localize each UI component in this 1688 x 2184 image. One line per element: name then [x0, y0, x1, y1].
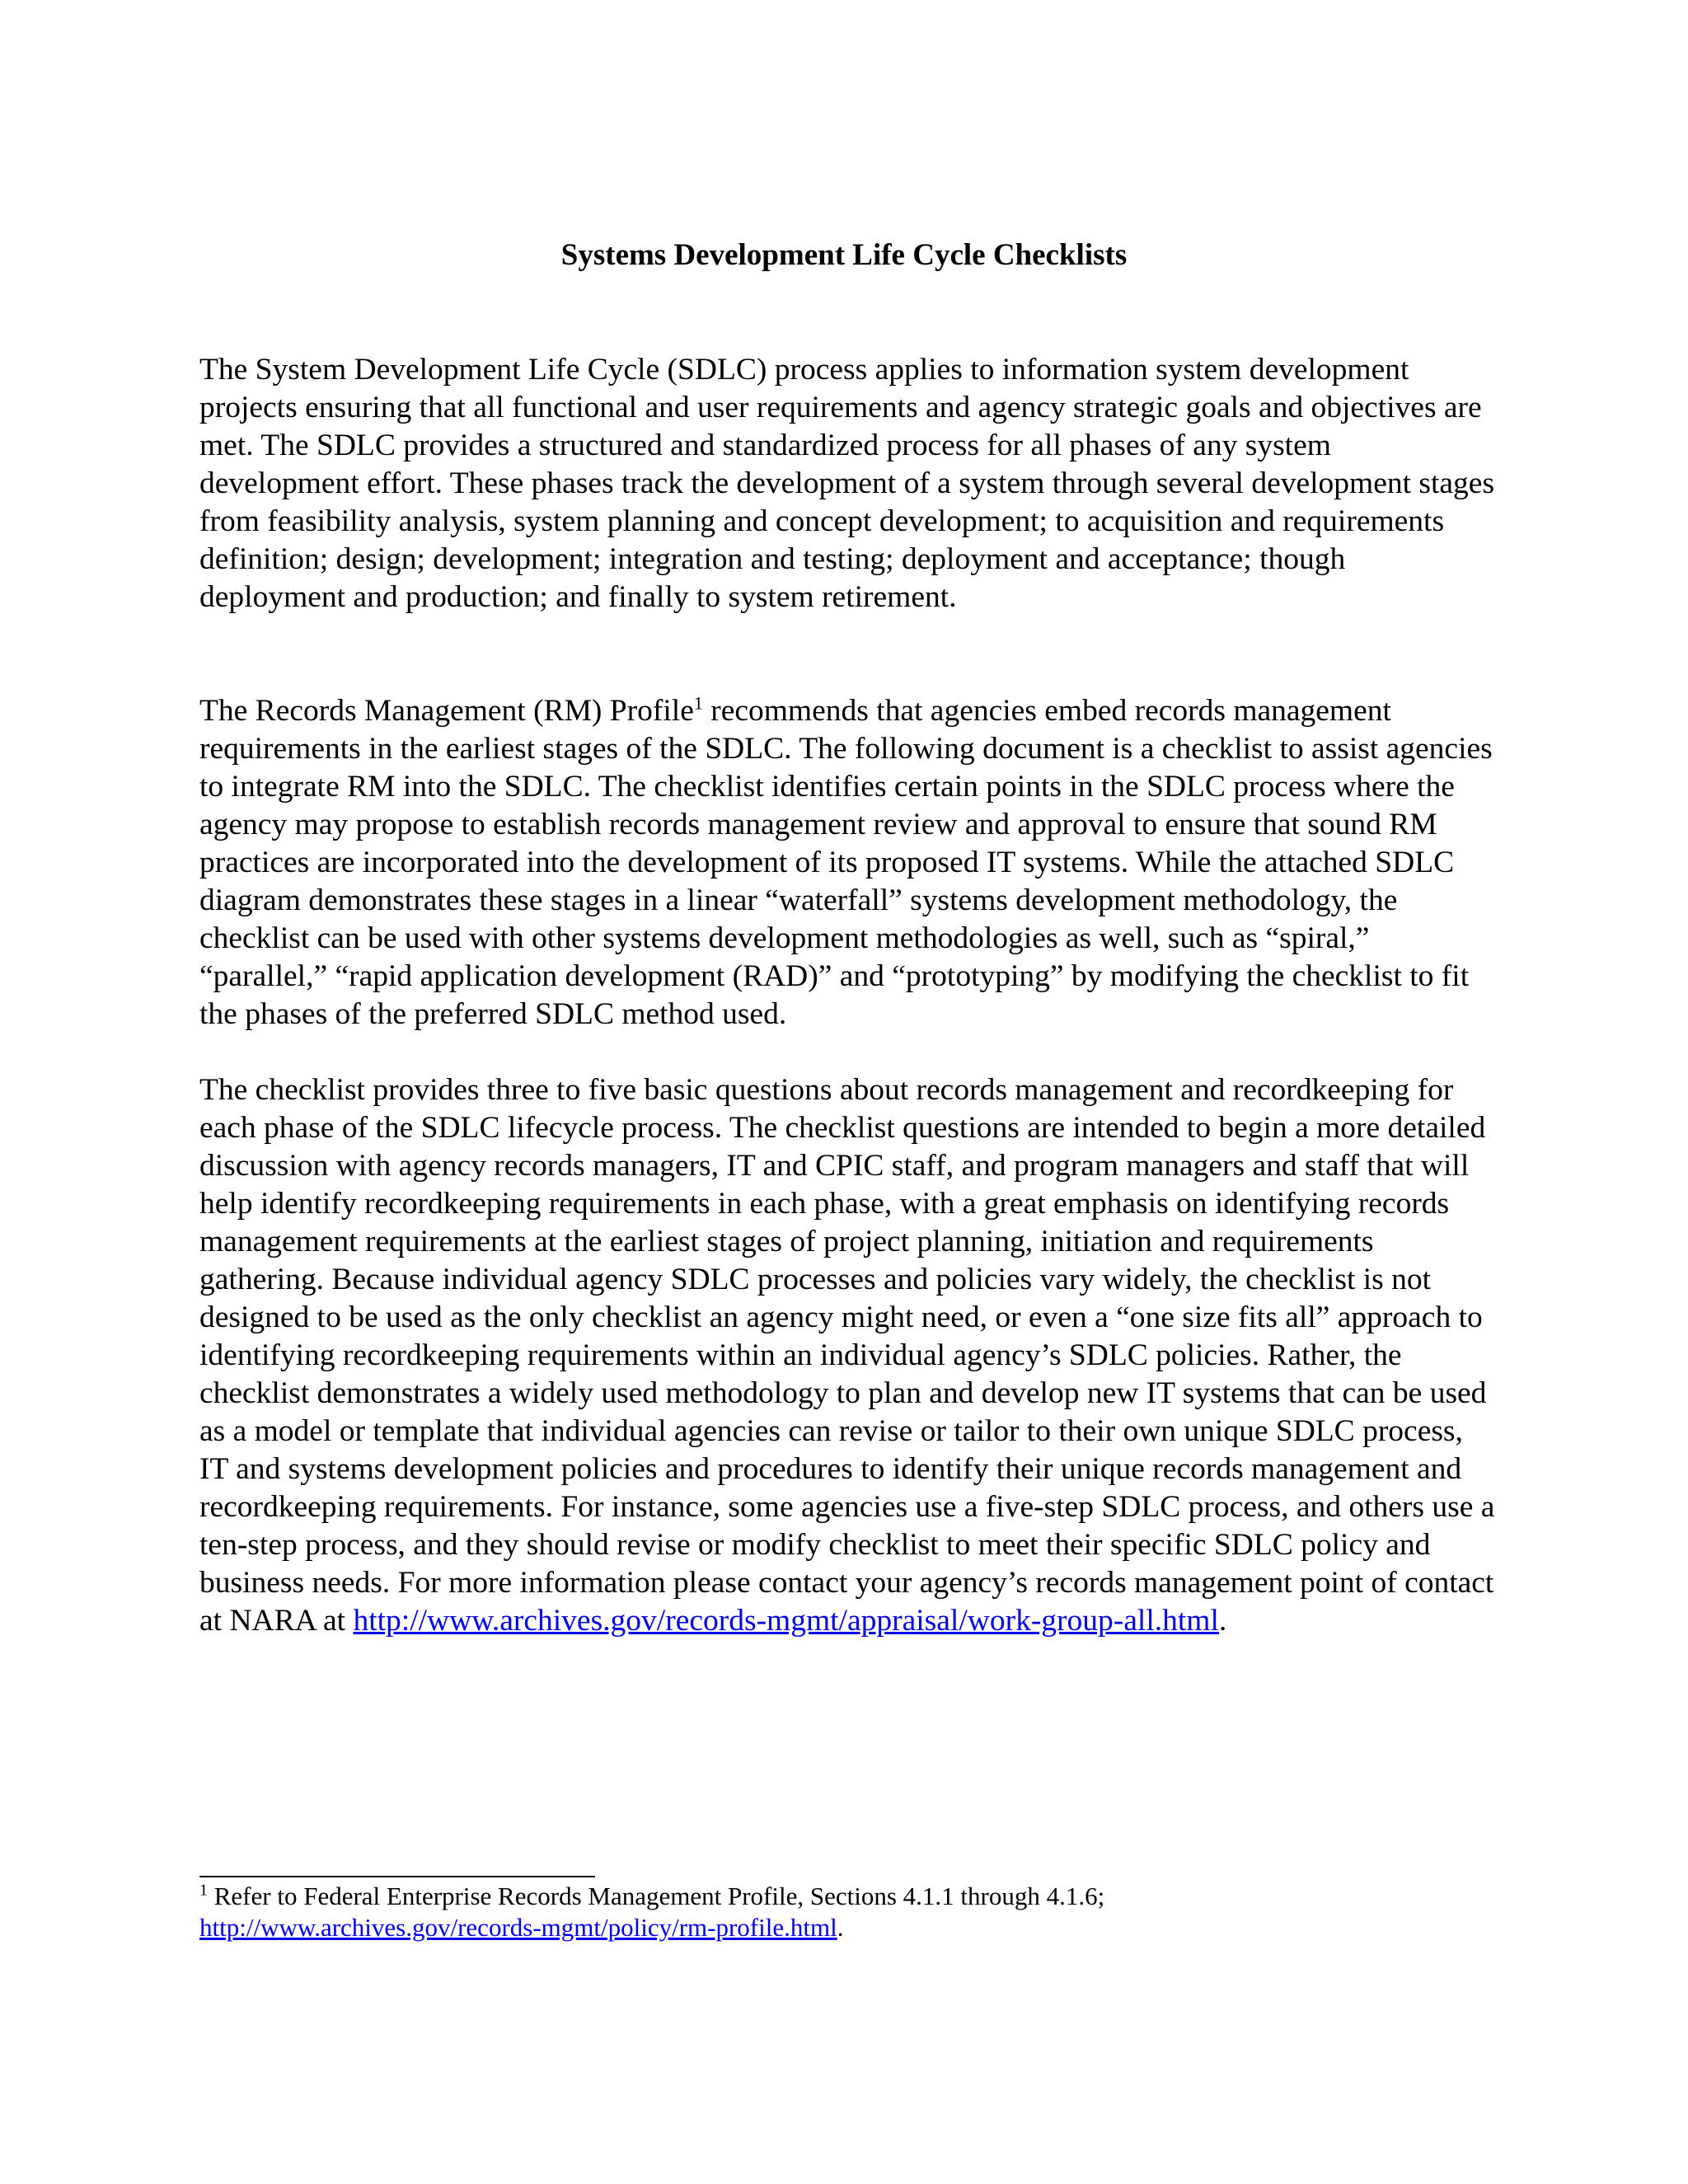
checklist-paragraph	[199, 1071, 1498, 1640]
checklist-text-end: .	[1218, 1604, 1227, 1638]
footnote-reference[interactable]: 1	[693, 692, 703, 714]
footnote-marker: 1	[199, 1881, 208, 1900]
footnote-separator	[199, 1876, 595, 1877]
rm-profile-text-start: The Records Management (RM) Profile	[199, 694, 694, 728]
checklist-text: The checklist provides three to five basic questions about records management and recordkeeping for each phase of the SDLC lifecycle process. The checklist questions are intended to begin a more detailed discussion with agency records managers, IT and CPIC staff, and program managers and staff that will help identify recordkeeping requirements in each phase, with a great emphasis on identifying records management requirements at the earliest stages of project planning, initiation and requirements gathering. Because individual agency SDLC processes and policies vary widely, the checklist is not designed to be used as the only checklist an agency might need, or even a “one size fits all” approach to identifying recordkeeping requirements within an individual agency’s SDLC policies. Rather, the checklist demonstrates a widely used methodology to plan and develop new IT systems that can be used as a model or template that individual agencies can revise or tailor to their own unique SDLC process, IT and systems development policies and procedures to identify their unique records management and recordkeeping requirements. For instance, some agencies use a five-step SDLC process, and others use a ten-step process, and they should revise or modify checklist to meet their specific SDLC policy and business needs. For more information please contact your agency’s records management point of contact at NARA at	[199, 1073, 1495, 1638]
rm-profile-text-rest: recommends that agencies embed records management requirements in the earliest stages of the SDLC. The following document is a checklist to assist agencies to integrate RM into the SDLC. The checklist identifies certain points in the SDLC process where the agency may propose to establish records management review and approval to ensure that sound RM practices are incorporated into the development of its proposed IT systems. While the attached SDLC diagram demonstrates these stages in a linear “waterfall” systems development methodology, the checklist can be used with other systems development methodologies as well, such as “spiral,” “parallel,” “rapid application development (RAD)” and “prototyping” by modifying the checklist to fit the phases of the preferred SDLC method used.	[199, 694, 1493, 1031]
footnote-end: .	[837, 1913, 844, 1942]
footnote	[199, 1881, 1498, 1943]
nara-work-group-link[interactable]: http://www.archives.gov/records-mgmt/appraisal/work-group-all.html	[353, 1604, 1219, 1638]
footnote-text: Refer to Federal Enterprise Records Management Profile, Sections 4.1.1 through 4.1.6;	[208, 1882, 1105, 1910]
document-title: Systems Development Life Cycle Checklists	[560, 238, 1128, 272]
rm-profile-link[interactable]: http://www.archives.gov/records-mgmt/policy/rm-profile.html	[199, 1913, 837, 1942]
rm-profile-paragraph	[199, 692, 1498, 1033]
intro-paragraph: The System Development Life Cycle (SDLC) process applies to information system development projects ensuring that all functional and user requirements and agency strategic goals and objectives are met. The SDLC provides a structured and standardized process for all phases of any system development effort. These phases track the development of a system through several development stages from feasibility analysis, system planning and concept development; to acquisition and requirements definition; design; development; integration and testing; deployment and acceptance; though deployment and production; and finally to system retirement.	[199, 353, 1495, 614]
